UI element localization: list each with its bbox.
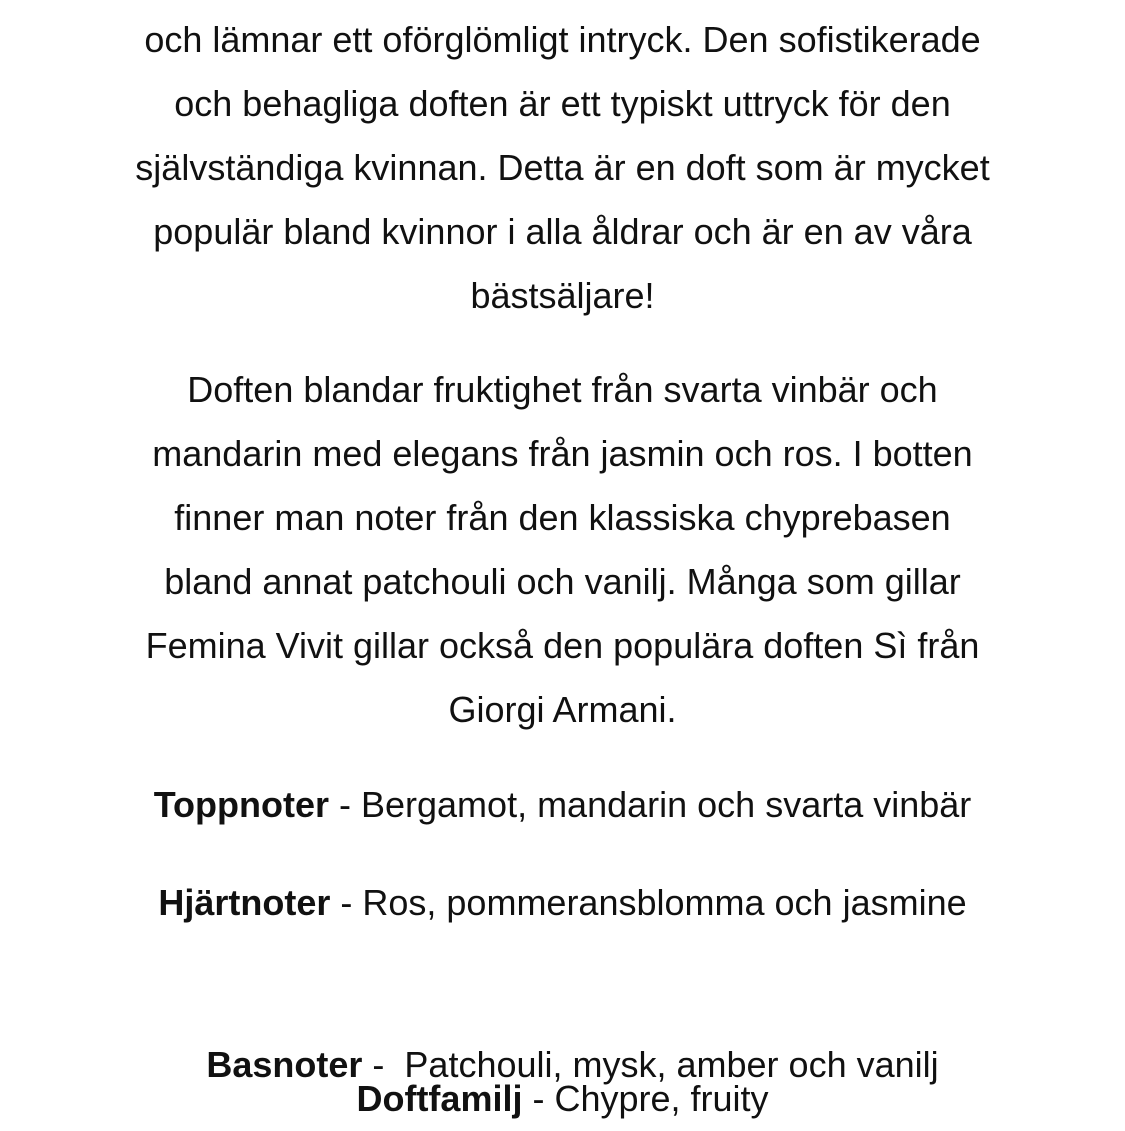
text-line: Femina Vivit gillar också den populära doften Sì från — [145, 625, 980, 666]
description-paragraph-2 — [0, 358, 1125, 742]
note-label: Doftfamilj — [356, 1078, 523, 1119]
note-label: Basnoter — [206, 1044, 363, 1085]
text-line: och behagliga doften är ett typiskt uttryck för den — [174, 83, 951, 124]
text-line: självständiga kvinnan. Detta är en doft som är mycket — [135, 147, 990, 188]
text-line: och lämnar ett oförglömligt intryck. Den sofistikerade — [144, 19, 981, 60]
top-notes — [0, 773, 1125, 837]
note-label: Hjärtnoter — [158, 882, 331, 923]
fragrance-family — [0, 1067, 1125, 1131]
text-line: mandarin med elegans från jasmin och ros. I botten — [152, 433, 973, 474]
text-line: bästsäljare! — [470, 275, 655, 316]
heart-notes — [0, 871, 1125, 935]
text-line: Giorgi Armani. — [448, 689, 677, 730]
note-value: - Patchouli, mysk, amber och vanilj — [362, 1044, 939, 1085]
text-line: bland annat patchouli och vanilj. Många som gillar — [164, 561, 961, 602]
description-paragraph-1 — [0, 8, 1125, 328]
text-line: populär bland kvinnor i alla åldrar och är en av våra — [153, 211, 972, 252]
note-label: Toppnoter — [153, 784, 329, 825]
note-value: - Bergamot, mandarin och svarta vinbär — [329, 784, 972, 825]
text-line: finner man noter från den klassiska chyprebasen — [174, 497, 951, 538]
text-line: Doften blandar fruktighet från svarta vinbär och — [187, 369, 938, 410]
note-value: - Ros, pommeransblomma och jasmine — [330, 882, 967, 923]
note-value: - Chypre, fruity — [522, 1078, 769, 1119]
